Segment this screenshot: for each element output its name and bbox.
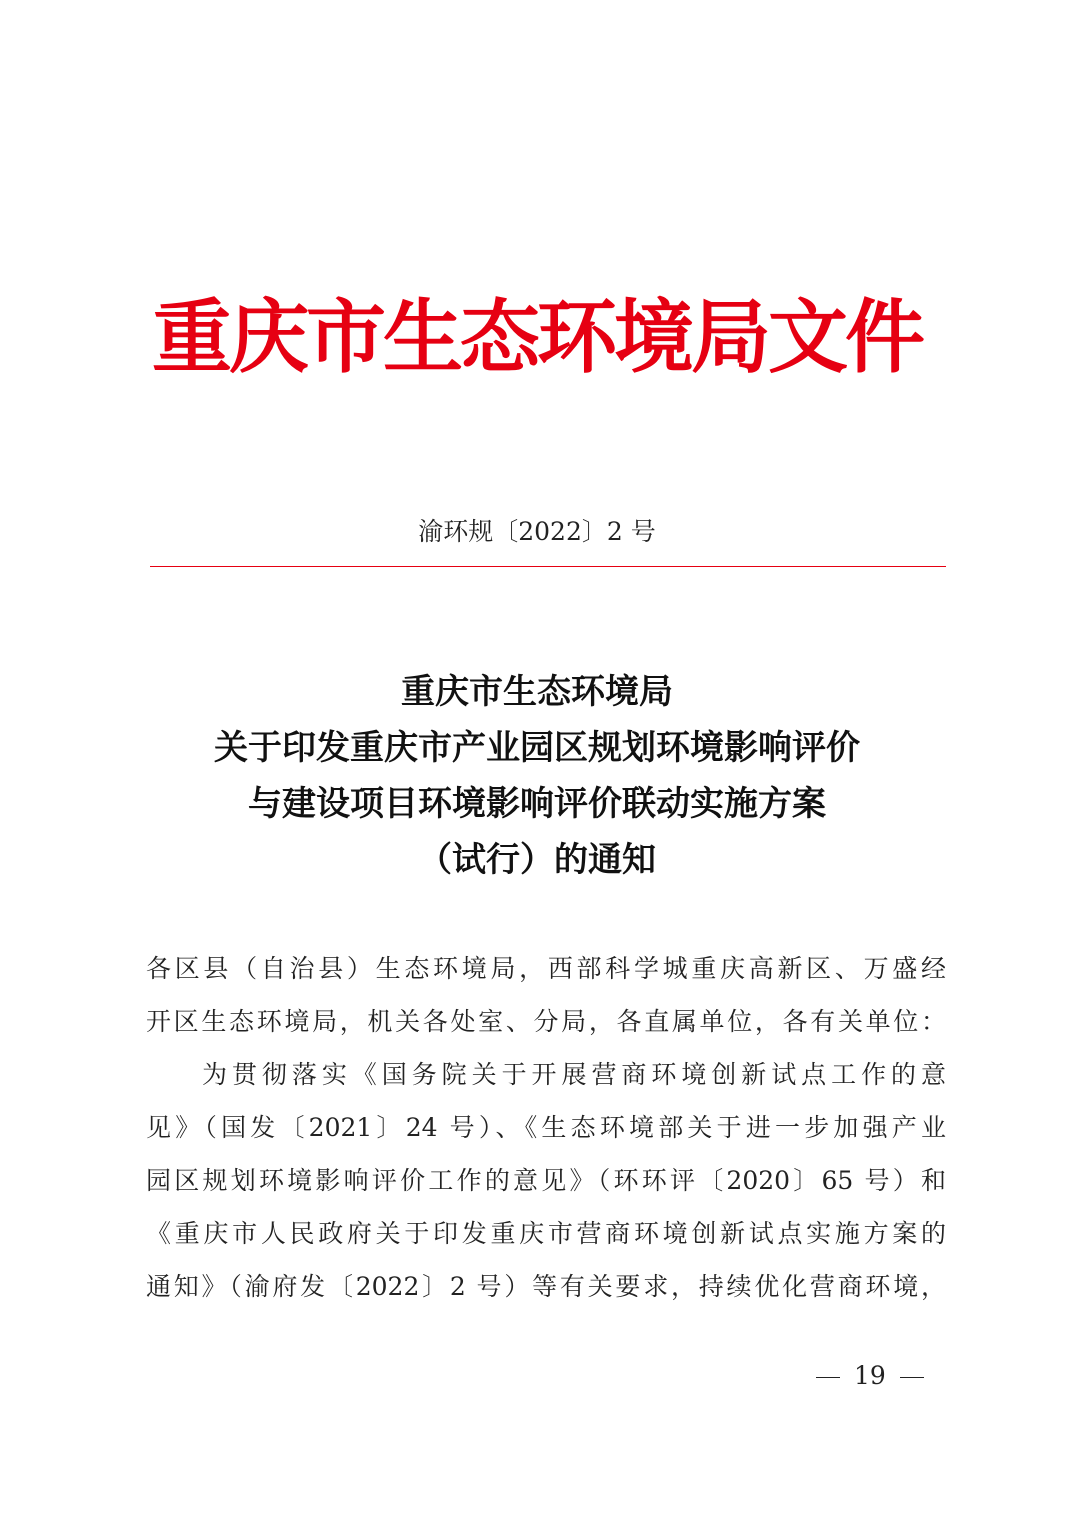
- page-number: [700, 1356, 1000, 1396]
- document-number: 渝环规〔2022〕2 号: [418, 517, 656, 546]
- addressee-line: 各区县（自治县）生态环境局，西部科学城重庆高新区、万盛经: [146, 954, 946, 983]
- body-text: [146, 942, 946, 1313]
- body-line: 园区规划环境影响评价工作的意见》（环环评〔2020〕65 号）和: [146, 1166, 946, 1195]
- body-line: 见》（国发〔2021〕24 号）、《生态环境部关于进一步加强产业: [146, 1113, 946, 1142]
- page-number-dash-right: [900, 1377, 924, 1378]
- red-divider-line: [150, 566, 946, 567]
- body-line: 通知》（渝府发〔2022〕2 号）等有关要求，持续优化营商环境，: [146, 1272, 946, 1301]
- addressee-line: 开区生态环境局，机关各处室、分局，各直属单位，各有关单位：: [146, 1007, 946, 1036]
- notice-title-line: 重庆市生态环境局: [401, 672, 673, 712]
- body-line: 为贯彻落实《国务院关于开展营商环境创新试点工作的意: [202, 1060, 946, 1089]
- notice-title-line: 与建设项目环境影响评价联动实施方案: [248, 784, 826, 824]
- notice-title: [0, 664, 1074, 888]
- notice-title-line: 关于印发重庆市产业园区规划环境影响评价: [214, 728, 860, 768]
- notice-title-line: （试行）的通知: [418, 840, 656, 880]
- issuing-authority-header: 重庆市生态环境局文件: [152, 290, 922, 384]
- body-line: 《重庆市人民政府关于印发重庆市营商环境创新试点实施方案的: [146, 1219, 946, 1248]
- page-number-dash-left: [816, 1377, 840, 1378]
- page-number-text: 19: [854, 1361, 886, 1390]
